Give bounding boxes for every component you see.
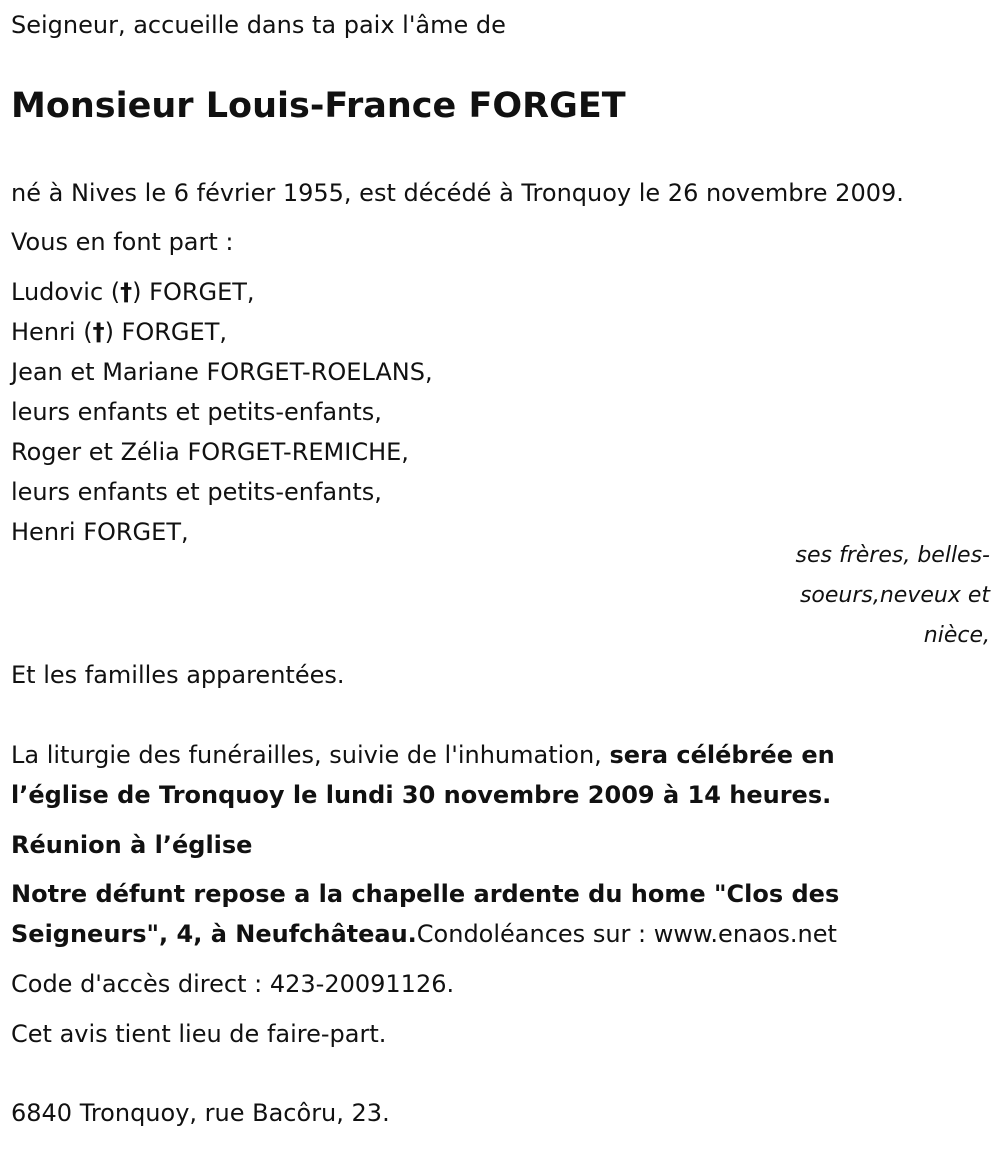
family-ludovic: Ludovic (†) FORGET,: [11, 278, 255, 306]
cross-icon: †: [120, 278, 133, 306]
family-henri-deceased: Henri (†) FORGET,: [11, 318, 227, 346]
intro-text: Seigneur, accueille dans ta paix l'âme de: [11, 11, 506, 39]
notice-text: Cet avis tient lieu de faire-part.: [11, 1020, 387, 1048]
family-children-1: leurs enfants et petits-enfants,: [11, 398, 382, 426]
liturgy-line-2: l’église de Tronquoy le lundi 30 novembre 2009 à 14 heures.: [11, 781, 832, 809]
announce-text: Vous en font part :: [11, 228, 234, 256]
meeting-text: Réunion à l’église: [11, 831, 253, 859]
cross-icon: †: [92, 318, 105, 346]
family-children-2: leurs enfants et petits-enfants,: [11, 478, 382, 506]
family-roger: Roger et Zélia FORGET-REMICHE,: [11, 438, 409, 466]
family-henri: Henri FORGET,: [11, 518, 189, 546]
deceased-name: Monsieur Louis-France FORGET: [11, 86, 626, 126]
families-text: Et les familles apparentées.: [11, 661, 345, 689]
relation-line-1: ses frères, belles-: [795, 543, 990, 568]
relation-line-2: soeurs,neveux et: [799, 583, 990, 608]
family-jean: Jean et Mariane FORGET-ROELANS,: [11, 358, 433, 386]
birth-death-text: né à Nives le 6 février 1955, est décédé à Tronquoy le 26 novembre 2009.: [11, 179, 904, 207]
relation-line-3: nièce,: [923, 623, 990, 648]
rest-line-1: Notre défunt repose a la chapelle ardente du home "Clos des: [11, 880, 840, 908]
liturgy-line-1: La liturgie des funérailles, suivie de l'inhumation, sera célébrée en: [11, 741, 835, 769]
condolences-text: Condoléances sur : www.enaos.net: [416, 920, 837, 948]
access-code-text: Code d'accès direct : 423-20091126.: [11, 970, 455, 998]
rest-line-2: Seigneurs", 4, à Neufchâteau.Condoléances sur : www.enaos.net: [11, 920, 837, 948]
address-text: 6840 Tronquoy, rue Bacôru, 23.: [11, 1099, 390, 1127]
